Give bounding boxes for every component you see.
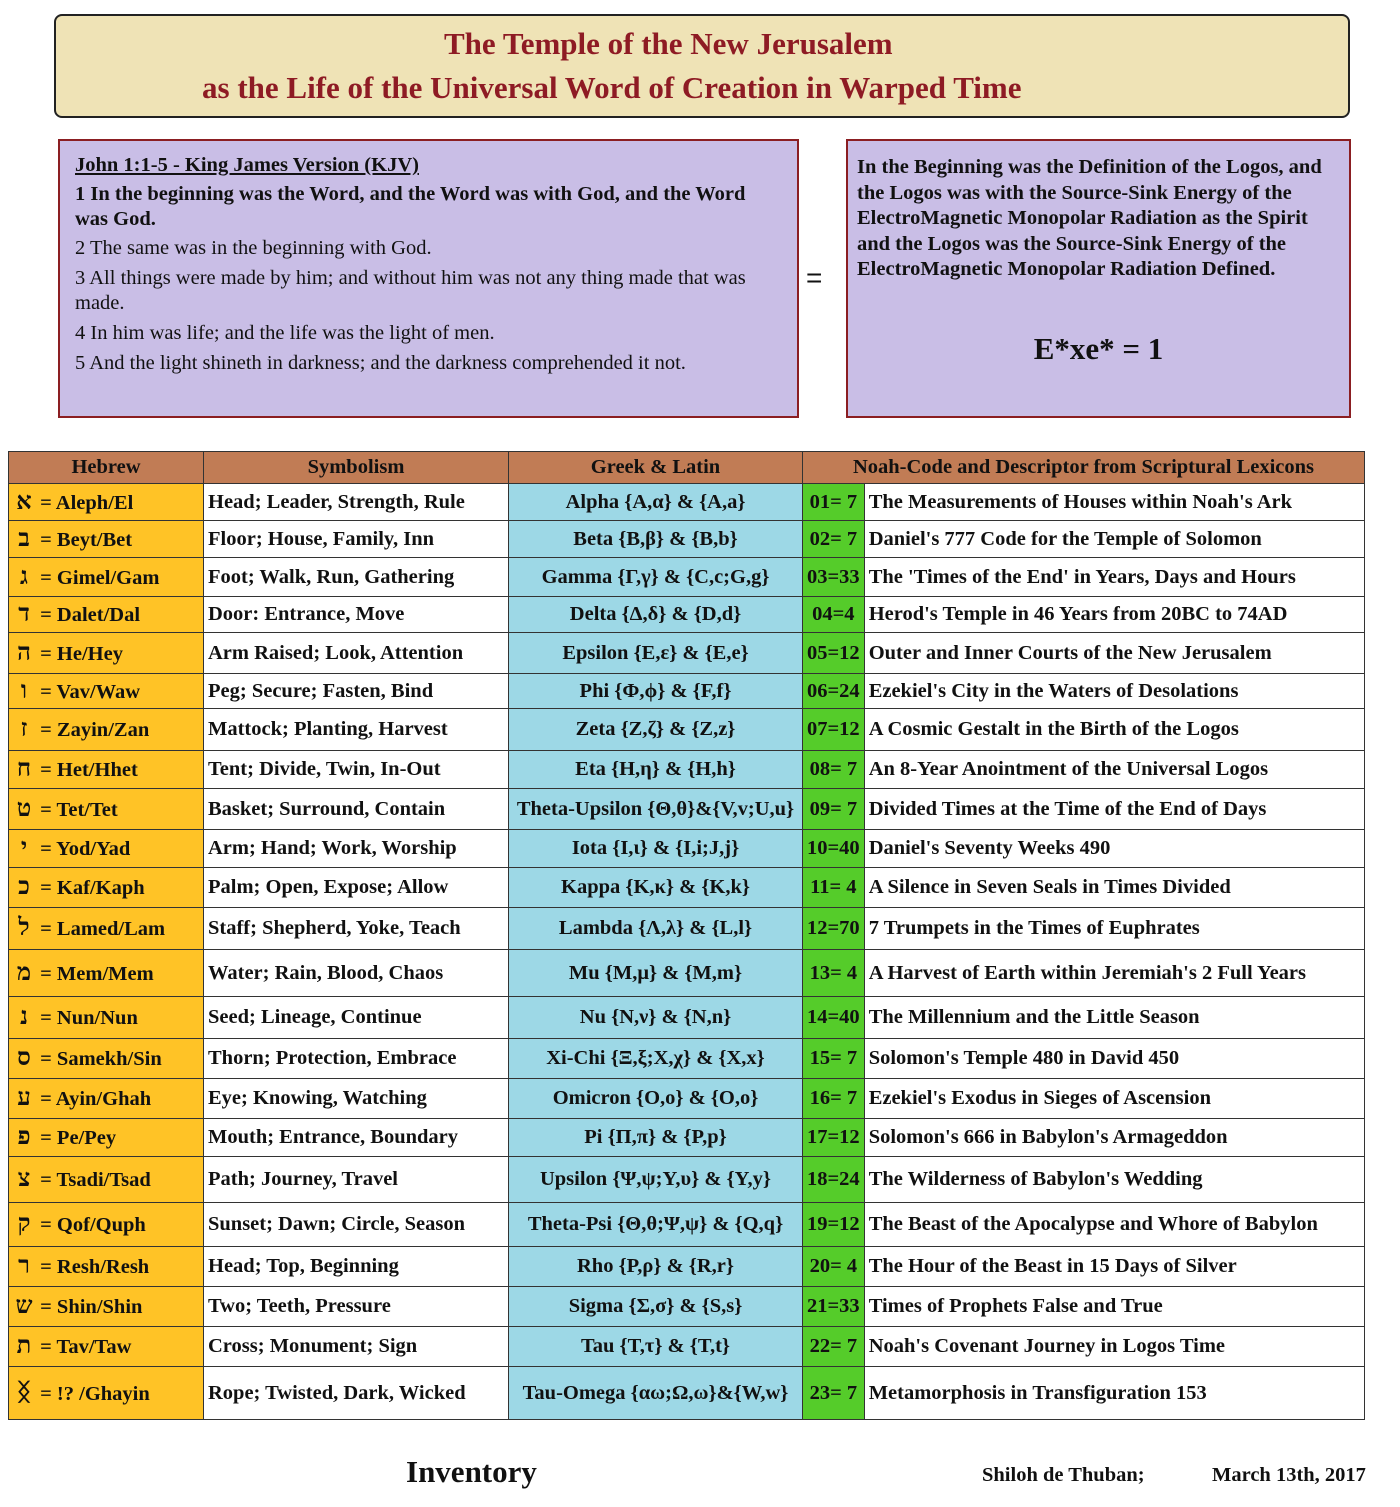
cell-symbolism: Mouth; Entrance, Boundary: [204, 1119, 509, 1157]
cell-greek-latin: Mu {Μ,μ} & {M,m}: [509, 950, 803, 997]
cell-noah-code: 15= 7: [803, 1039, 865, 1079]
cell-hebrew: [9, 633, 204, 674]
hebrew-name: = Resh/Resh: [40, 1256, 150, 1278]
cell-greek-latin: Epsilon {Ε,ε} & {E,e}: [509, 633, 803, 674]
cell-symbolism: Path; Journey, Travel: [204, 1157, 509, 1203]
cell-symbolism: Door: Entrance, Move: [204, 597, 509, 633]
table-row: [9, 633, 1365, 674]
hebrew-name: = Samekh/Sin: [40, 1048, 162, 1070]
hebrew-name: = Aleph/El: [40, 491, 134, 514]
cell-symbolism: Seed; Lineage, Continue: [204, 997, 509, 1039]
table-row: [9, 830, 1365, 868]
cell-noah-code: 14=40: [803, 997, 865, 1039]
table-row: [9, 709, 1365, 751]
title-banner: [54, 14, 1350, 118]
cell-greek-latin: Phi {Φ,ϕ} & {F,f}: [509, 674, 803, 709]
table-row: [9, 789, 1365, 830]
cell-descriptor: Ezekiel's Exodus in Sieges of Ascension: [864, 1079, 1364, 1119]
cell-hebrew: [9, 1287, 204, 1327]
hebrew-letter-glyph: כ: [18, 874, 30, 900]
hebrew-letter-glyph: ד: [18, 601, 30, 627]
cell-symbolism: Basket; Surround, Contain: [204, 789, 509, 830]
title-line-1: The Temple of the New Jerusalem: [444, 26, 893, 61]
cell-noah-code: 02= 7: [803, 521, 865, 558]
cell-greek-latin: Pi {Π,π} & {P,p}: [509, 1119, 803, 1157]
hebrew-name: = Zayin/Zan: [40, 719, 150, 741]
header-noah-code: Noah-Code and Descriptor from Scriptural Lexicons: [803, 452, 1365, 484]
cell-hebrew: [9, 789, 204, 830]
cell-symbolism: Rope; Twisted, Dark, Wicked: [204, 1367, 509, 1420]
table-row: [9, 908, 1365, 950]
cell-descriptor: Herod's Temple in 46 Years from 20BC to 74AD: [864, 597, 1364, 633]
cell-symbolism: Two; Teeth, Pressure: [204, 1287, 509, 1327]
cell-symbolism: Mattock; Planting, Harvest: [204, 709, 509, 751]
hebrew-letter-glyph: ת: [16, 1333, 32, 1359]
hebrew-name: = Tet/Tet: [40, 798, 118, 821]
table-row: [9, 597, 1365, 633]
hebrew-letter-glyph: ק: [17, 1211, 31, 1237]
hebrew-name: = Pe/Pey: [40, 1127, 117, 1149]
hebrew-letter-glyph: ח: [16, 756, 32, 782]
cell-greek-latin: Tau {Τ,τ} & {T,t}: [509, 1327, 803, 1367]
cell-symbolism: Staff; Shepherd, Yoke, Teach: [204, 908, 509, 950]
table-row: [9, 1203, 1365, 1247]
hebrew-letter-glyph: ל: [18, 915, 30, 941]
cell-hebrew: [9, 1157, 204, 1203]
hebrew-name: = Ayin/Ghah: [40, 1088, 152, 1110]
table-row: [9, 751, 1365, 789]
cell-hebrew: [9, 709, 204, 751]
cell-noah-code: 19=12: [803, 1203, 865, 1247]
definition-box: [846, 139, 1351, 418]
cell-noah-code: 20= 4: [803, 1247, 865, 1287]
title-line-2: as the Life of the Universal Word of Creation in Warped Time: [202, 70, 1022, 105]
cell-greek-latin: Beta {Β,β} & {B,b}: [509, 521, 803, 558]
table-row: [9, 1039, 1365, 1079]
cell-descriptor: Times of Prophets False and True: [864, 1287, 1364, 1327]
equals-sign: =: [806, 262, 823, 293]
cell-descriptor: Noah's Covenant Journey in Logos Time: [864, 1327, 1364, 1367]
inventory-label: Inventory: [406, 1454, 537, 1489]
kjv-verse-3: 3 All things were made by him; and without him was not any thing made that was made.: [75, 267, 746, 314]
cell-greek-latin: Theta-Upsilon {Θ,θ}&{V,v;U,u}: [509, 789, 803, 830]
hebrew-letter-glyph: מ: [16, 959, 32, 986]
hebrew-name: = He/Hey: [40, 642, 123, 665]
hebrew-name: = Beyt/Bet: [40, 528, 133, 551]
cell-hebrew: [9, 1119, 204, 1157]
cell-hebrew: [9, 997, 204, 1039]
hebrew-name: = Lamed/Lam: [40, 918, 166, 940]
hebrew-letter-glyph: ט: [16, 795, 32, 822]
hebrew-letter-glyph: נ: [20, 1004, 28, 1030]
table-row: [9, 1247, 1365, 1287]
cell-greek-latin: Rho {Ρ,ρ} & {R,r}: [509, 1247, 803, 1287]
cell-hebrew: [9, 1247, 204, 1287]
cell-symbolism: Thorn; Protection, Embrace: [204, 1039, 509, 1079]
cell-symbolism: Floor; House, Family, Inn: [204, 521, 509, 558]
cell-greek-latin: Xi-Chi {Ξ,ξ;Χ,χ} & {X,x}: [509, 1039, 803, 1079]
table-row: [9, 1119, 1365, 1157]
cell-noah-code: 23= 7: [803, 1367, 865, 1420]
kjv-verse-4: 4 In him was life; and the life was the light of men.: [75, 322, 495, 344]
cell-hebrew: [9, 558, 204, 597]
cell-greek-latin: Iota {Ι,ι} & {I,i;J,j}: [509, 830, 803, 868]
hebrew-letter-glyph: ג: [20, 563, 28, 590]
hebrew-name: = Yod/Yad: [40, 838, 131, 860]
cell-hebrew: [9, 521, 204, 558]
cell-symbolism: Sunset; Dawn; Circle, Season: [204, 1203, 509, 1247]
cell-symbolism: Tent; Divide, Twin, In-Out: [204, 751, 509, 789]
cell-hebrew: [9, 1367, 204, 1420]
cell-descriptor: Daniel's 777 Code for the Temple of Solomon: [864, 521, 1364, 558]
hebrew-letter-glyph: צ: [17, 1166, 31, 1192]
cell-noah-code: 06=24: [803, 674, 865, 709]
hebrew-name: = Mem/Mem: [40, 962, 154, 985]
table-row: [9, 950, 1365, 997]
cell-descriptor: The Measurements of Houses within Noah's Ark: [864, 484, 1364, 521]
cell-symbolism: Water; Rain, Blood, Chaos: [204, 950, 509, 997]
table-row: [9, 484, 1365, 521]
cell-hebrew: [9, 751, 204, 789]
cell-symbolism: Palm; Open, Expose; Allow: [204, 868, 509, 908]
table-row: [9, 997, 1365, 1039]
cell-symbolism: Foot; Walk, Run, Gathering: [204, 558, 509, 597]
cell-descriptor: Daniel's Seventy Weeks 490: [864, 830, 1364, 868]
header-symbolism: Symbolism: [204, 452, 509, 484]
cell-noah-code: 11= 4: [803, 868, 865, 908]
cell-hebrew: [9, 830, 204, 868]
cell-hebrew: [9, 868, 204, 908]
cell-descriptor: Solomon's 666 in Babylon's Armageddon: [864, 1119, 1364, 1157]
cell-symbolism: Eye; Knowing, Watching: [204, 1079, 509, 1119]
hebrew-name: = Tav/Taw: [40, 1336, 132, 1358]
hebrew-name: = !? /Ghayin: [40, 1382, 150, 1405]
hebrew-name: = Dalet/Dal: [40, 604, 141, 626]
hebrew-letter-glyph: פ: [17, 1124, 31, 1150]
hebrew-letter-glyph: א: [16, 488, 32, 515]
kjv-scripture-box: [58, 139, 799, 418]
table-row: [9, 1367, 1365, 1420]
cell-descriptor: A Silence in Seven Seals in Times Divided: [864, 868, 1364, 908]
hebrew-letter-glyph: ה: [17, 639, 31, 666]
cell-symbolism: Arm; Hand; Work, Worship: [204, 830, 509, 868]
hebrew-letter-glyph: ש: [15, 1293, 33, 1319]
cell-descriptor: Metamorphosis in Transfiguration 153: [864, 1367, 1364, 1420]
publish-date: March 13th, 2017: [1212, 1464, 1366, 1486]
cell-descriptor: Outer and Inner Courts of the New Jerusalem: [864, 633, 1364, 674]
cell-noah-code: 08= 7: [803, 751, 865, 789]
cell-noah-code: 07=12: [803, 709, 865, 751]
hebrew-letter-glyph: ב: [18, 525, 30, 552]
cell-hebrew: [9, 1203, 204, 1247]
table-row: [9, 1157, 1365, 1203]
cell-symbolism: Arm Raised; Look, Attention: [204, 633, 509, 674]
cell-greek-latin: Alpha {Α,α} & {A,a}: [509, 484, 803, 521]
hebrew-letter-glyph: י: [20, 835, 28, 861]
cell-greek-latin: Kappa {Κ,κ} & {K,k}: [509, 868, 803, 908]
hebrew-name: = Tsadi/Tsad: [40, 1169, 151, 1191]
table-row: [9, 1079, 1365, 1119]
cell-hebrew: [9, 908, 204, 950]
cell-descriptor: The Hour of the Beast in 15 Days of Silver: [864, 1247, 1364, 1287]
table-row: [9, 558, 1365, 597]
cell-greek-latin: Eta {Η,η} & {H,h}: [509, 751, 803, 789]
cell-symbolism: Head; Leader, Strength, Rule: [204, 484, 509, 521]
cell-symbolism: Peg; Secure; Fasten, Bind: [204, 674, 509, 709]
hebrew-letter-glyph: ר: [18, 1253, 30, 1279]
cell-noah-code: 16= 7: [803, 1079, 865, 1119]
hebrew-name: = Het/Hhet: [40, 759, 138, 781]
cell-noah-code: 13= 4: [803, 950, 865, 997]
cell-greek-latin: Theta-Psi {Θ,θ;Ψ,ψ} & {Q,q}: [509, 1203, 803, 1247]
table-row: [9, 1327, 1365, 1367]
cell-hebrew: [9, 674, 204, 709]
hebrew-name: = Shin/Shin: [40, 1296, 143, 1318]
cell-greek-latin: Omicron {Ο,ο} & {O,o}: [509, 1079, 803, 1119]
cell-greek-latin: Delta {Δ,δ} & {D,d}: [509, 597, 803, 633]
table-row: [9, 1287, 1365, 1327]
kjv-heading: John 1:1-5 - King James Version (KJV): [75, 154, 419, 176]
hebrew-name: = Vav/Waw: [40, 680, 141, 703]
kjv-verse-1: 1 In the beginning was the Word, and the Word was with God, and the Word was God.: [75, 183, 746, 230]
cell-noah-code: 21=33: [803, 1287, 865, 1327]
cell-noah-code: 03=33: [803, 558, 865, 597]
table-row: [9, 868, 1365, 908]
table-row: [9, 521, 1365, 558]
hebrew-letter-glyph: ᛝ: [16, 1379, 32, 1406]
hebrew-letter-glyph: ז: [20, 716, 28, 742]
cell-noah-code: 17=12: [803, 1119, 865, 1157]
cell-noah-code: 09= 7: [803, 789, 865, 830]
header-hebrew: Hebrew: [9, 452, 204, 484]
cell-hebrew: [9, 484, 204, 521]
cell-descriptor: Ezekiel's City in the Waters of Desolations: [864, 674, 1364, 709]
cell-greek-latin: Nu {Ν,ν} & {N,n}: [509, 997, 803, 1039]
cell-hebrew: [9, 597, 204, 633]
hebrew-name: = Nun/Nun: [40, 1007, 138, 1029]
cell-descriptor: An 8-Year Anointment of the Universal Logos: [864, 751, 1364, 789]
cell-greek-latin: Upsilon {Ψ,ψ;Υ,υ} & {Y,y}: [509, 1157, 803, 1203]
kjv-verse-2: 2 The same was in the beginning with God.: [75, 237, 432, 259]
cell-noah-code: 12=70: [803, 908, 865, 950]
hebrew-letter-glyph: ע: [17, 1085, 31, 1111]
cell-descriptor: A Harvest of Earth within Jeremiah's 2 Full Years: [864, 950, 1364, 997]
cell-hebrew: [9, 1039, 204, 1079]
cell-descriptor: The 'Times of the End' in Years, Days and Hours: [864, 558, 1364, 597]
cell-descriptor: 7 Trumpets in the Times of Euphrates: [864, 908, 1364, 950]
cell-descriptor: The Beast of the Apocalypse and Whore of Babylon: [864, 1203, 1364, 1247]
table-row: [9, 674, 1365, 709]
hebrew-letter-glyph: ו: [20, 677, 28, 704]
author-name: Shiloh de Thuban;: [982, 1464, 1145, 1486]
lexicon-table: [8, 451, 1365, 1420]
cell-noah-code: 05=12: [803, 633, 865, 674]
hebrew-letter-glyph: ס: [17, 1045, 31, 1071]
cell-descriptor: The Wilderness of Babylon's Wedding: [864, 1157, 1364, 1203]
header-greek-latin: Greek & Latin: [509, 452, 803, 484]
table-header-row: [9, 452, 1365, 484]
cell-descriptor: The Millennium and the Little Season: [864, 997, 1364, 1039]
cell-symbolism: Head; Top, Beginning: [204, 1247, 509, 1287]
cell-greek-latin: Sigma {Σ,σ} & {S,s}: [509, 1287, 803, 1327]
cell-greek-latin: Lambda {Λ,λ} & {L,l}: [509, 908, 803, 950]
cell-noah-code: 10=40: [803, 830, 865, 868]
cell-noah-code: 04=4: [803, 597, 865, 633]
cell-noah-code: 01= 7: [803, 484, 865, 521]
formula: E*xe* = 1: [1033, 331, 1164, 366]
cell-greek-latin: Tau-Omega {αω;Ω,ω}&{W,w}: [509, 1367, 803, 1420]
cell-symbolism: Cross; Monument; Sign: [204, 1327, 509, 1367]
cell-greek-latin: Zeta {Ζ,ζ} & {Z,z}: [509, 709, 803, 751]
kjv-verse-5: 5 And the light shineth in darkness; and the darkness comprehended it not.: [75, 352, 686, 374]
hebrew-name: = Qof/Quph: [40, 1214, 146, 1236]
hebrew-name: = Gimel/Gam: [40, 566, 160, 589]
cell-descriptor: A Cosmic Gestalt in the Birth of the Logos: [864, 709, 1364, 751]
cell-hebrew: [9, 1327, 204, 1367]
cell-hebrew: [9, 1079, 204, 1119]
cell-hebrew: [9, 950, 204, 997]
cell-descriptor: Divided Times at the Time of the End of Days: [864, 789, 1364, 830]
cell-greek-latin: Gamma {Γ,γ} & {C,c;G,g}: [509, 558, 803, 597]
cell-noah-code: 22= 7: [803, 1327, 865, 1367]
cell-noah-code: 18=24: [803, 1157, 865, 1203]
definition-text: In the Beginning was the Definition of the Logos, and the Logos was with the Source-Sink Energy of the ElectroMagnetic Monopolar Radiation as the Spirit and the Logos was the Source-Sink Energy of the ElectroMagnetic Monopolar Radiation Defined.: [857, 156, 1322, 280]
hebrew-name: = Kaf/Kaph: [40, 877, 145, 899]
cell-descriptor: Solomon's Temple 480 in David 450: [864, 1039, 1364, 1079]
